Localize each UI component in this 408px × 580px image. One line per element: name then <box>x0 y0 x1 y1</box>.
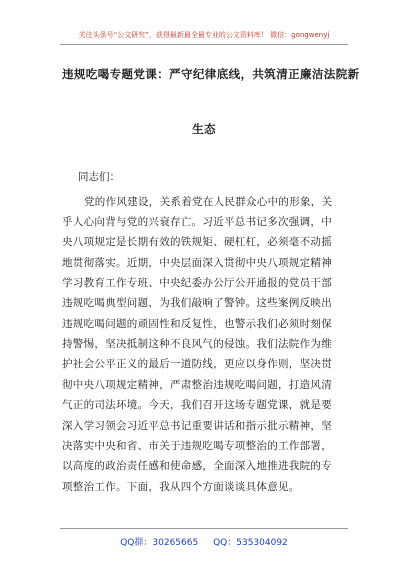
body-line: 地贯彻落实。近期，中央层面深入贯彻中央八项规定精神 <box>62 257 332 269</box>
body-line: 决落实中央和省、市关于违规吃喝专项整治的工作部署， <box>62 440 332 452</box>
body-line: 深入学习领会习近平总书记重要讲话和指示批示精神，坚 <box>62 420 332 432</box>
body-line: 彻中央八项规定精神，严肃整治违规吃喝问题，打造风清 <box>62 379 332 391</box>
footer-contact <box>0 535 408 548</box>
document-title-line-2: 生态 <box>192 122 216 136</box>
body-line: 乎人心向背与党的兴衰存亡。习近平总书记多次强调，中 <box>62 216 332 228</box>
body-line: 党的作风建设，关系着党在人民群众心中的形象，关 <box>84 196 333 208</box>
greeting: 同志们： <box>78 171 120 183</box>
qq-group-number: QQ群：30265665 <box>120 538 199 548</box>
header-note: 关注头条号“公文研究”，获得最新最全最专业的公文资料库！ 微信：gongwenyj <box>78 31 330 39</box>
body-line: 护社会公平正义的最后一道防线，更应以身作则，坚决贯 <box>62 358 332 370</box>
body-line: 项整治工作。下面，我从四个方面谈谈具体意见。 <box>62 481 300 493</box>
body-line: 学习教育工作专班、中央纪委办公厅公开通报的党员干部 <box>62 277 332 289</box>
body-line: 违规吃喝典型问题，为我们敲响了警钟。这些案例反映出 <box>62 297 332 309</box>
body-line: 央八项规定是长期有效的铁规矩、硬杠杠，必须毫不动摇 <box>62 236 332 248</box>
footer-divider <box>60 528 348 529</box>
body-line: 气正的司法环境。今天，我们召开这场专题党课，就是要 <box>62 399 332 411</box>
body-line: 违规吃喝问题的顽固性和反复性，也警示我们必须时刻保 <box>62 318 332 330</box>
body-line: 持警惕，坚决抵制这种不良风气的侵蚀。我们法院作为维 <box>62 338 332 350</box>
body-line: 以高度的政治责任感和使命感，全面深入地推进我院的专 <box>62 460 332 472</box>
qq-number: QQ：535304092 <box>213 538 288 548</box>
header-divider <box>60 44 348 45</box>
document-title-line-1: 违规吃喝专题党课：严守纪律底线，共筑清正廉洁法院新 <box>62 67 360 81</box>
